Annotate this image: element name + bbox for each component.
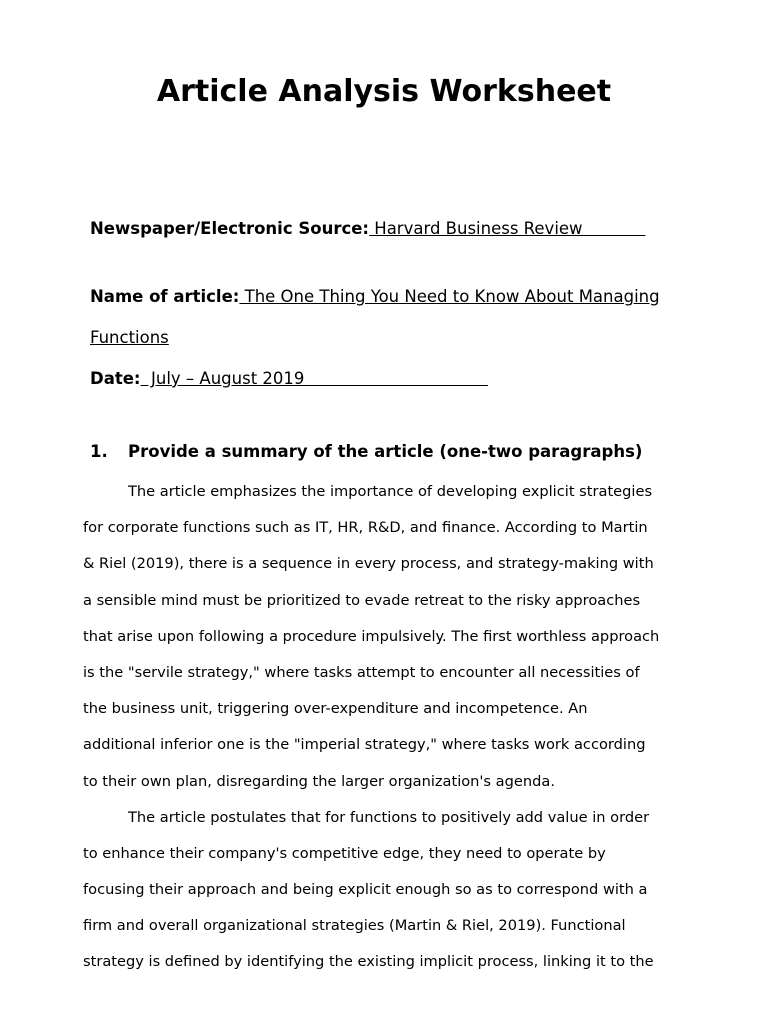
body-line: a sensible mind must be prioritized to evade retreat to the risky approaches bbox=[83, 591, 641, 609]
article-name-field bbox=[90, 286, 660, 308]
article-name-value: The One Thing You Need to Know About Managing bbox=[239, 287, 660, 306]
body-line: additional inferior one is the "imperial strategy," where tasks work according bbox=[83, 736, 646, 754]
source-value: Harvard Business Review bbox=[369, 219, 646, 238]
body-line: is the "servile strategy," where tasks attempt to encounter all necessities of bbox=[83, 663, 640, 681]
body-line: for corporate functions such as IT, HR, R&D, and finance. According to Martin bbox=[83, 519, 648, 537]
body-line: to their own plan, disregarding the larger organization's agenda. bbox=[83, 772, 555, 790]
body-line: that arise upon following a procedure impulsively. The first worthless approach bbox=[83, 627, 660, 645]
section-1-title: Provide a summary of the article (one-two paragraphs) bbox=[128, 442, 643, 461]
summary-body bbox=[83, 474, 693, 981]
section-1-heading bbox=[90, 441, 642, 463]
body-line: The article postulates that for functions to positively add value in order bbox=[128, 808, 650, 826]
section-1-number: 1. bbox=[90, 442, 108, 461]
body-line: focusing their approach and being explicit enough so as to correspond with a bbox=[83, 881, 648, 899]
date-field bbox=[90, 368, 488, 390]
article-name-label: Name of article: bbox=[90, 287, 240, 306]
body-line: The article emphasizes the importance of developing explicit strategies bbox=[128, 483, 653, 500]
date-label: Date: bbox=[90, 369, 141, 388]
article-name-continuation bbox=[90, 327, 169, 349]
article-name-value-line2: Functions bbox=[90, 328, 169, 347]
body-line: & Riel (2019), there is a sequence in every process, and strategy-making with bbox=[83, 555, 654, 573]
date-value: July – August 2019 bbox=[140, 369, 488, 388]
body-line: to enhance their company's competitive edge, they need to operate by bbox=[83, 844, 606, 862]
body-line: firm and overall organizational strategies (Martin & Riel, 2019). Functional bbox=[83, 917, 626, 935]
source-label: Newspaper/Electronic Source: bbox=[90, 219, 370, 238]
body-line: the business unit, triggering over-expenditure and incompetence. An bbox=[83, 700, 588, 718]
page-title: Article Analysis Worksheet bbox=[156, 74, 612, 109]
source-field bbox=[90, 218, 646, 240]
body-line: strategy is defined by identifying the existing implicit process, linking it to the bbox=[83, 953, 654, 971]
